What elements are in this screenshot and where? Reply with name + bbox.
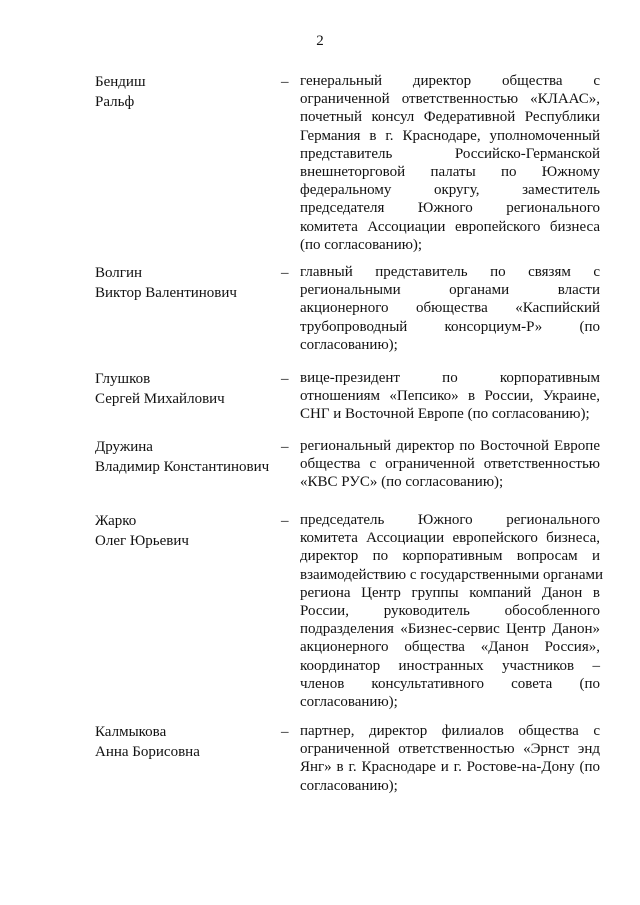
description-line: подразделения «Бизнес-сервис Центр Данон» xyxy=(300,621,600,638)
description-line: председатель Южного регионального xyxy=(300,512,600,528)
position-description xyxy=(300,511,603,711)
dash-separator: – xyxy=(281,74,289,90)
description-line: согласованию); xyxy=(300,693,398,710)
description-line: взаимодействию с государственными органами xyxy=(300,566,603,583)
person-given-name: Виктор Валентинович xyxy=(95,285,237,301)
page-number: 2 xyxy=(316,33,324,49)
description-line: федеральному округу, заместитель xyxy=(300,182,600,199)
person-surname: Жарко xyxy=(95,513,137,529)
person-name xyxy=(95,263,280,303)
dash-separator: – xyxy=(281,371,289,387)
person-name xyxy=(95,369,280,409)
description-line: согласованию); xyxy=(300,777,398,794)
description-line: вице-президент по корпоративным xyxy=(300,370,600,386)
person-given-name: Ральф xyxy=(95,94,135,110)
description-line: (по согласованию); xyxy=(300,236,423,253)
person-surname: Дружина xyxy=(95,439,153,455)
description-line: партнер, директор филиалов общества с xyxy=(300,723,600,739)
person-name xyxy=(95,722,280,762)
person-surname: Калмыкова xyxy=(95,724,167,740)
dash-separator: – xyxy=(281,265,289,281)
description-line: акционерного общества «Данон Россия», xyxy=(300,639,600,656)
description-line: региональный директор по Восточной Европе xyxy=(300,438,600,454)
description-line: региона Центр группы компаний Данон в xyxy=(300,584,600,601)
description-line: главный представитель по связям с xyxy=(300,264,600,280)
description-line: председателя Южного регионального xyxy=(300,200,600,217)
position-description xyxy=(300,72,600,254)
description-line: комитета Ассоциации европейского бизнеса xyxy=(300,218,600,235)
description-line: региональными органами власти xyxy=(300,282,600,299)
description-line: представитель Российско-Германской xyxy=(300,145,600,162)
description-line: комитета Ассоциации европейского бизнеса, xyxy=(300,530,600,547)
position-description xyxy=(300,437,600,492)
description-line: координатор иностранных участников – xyxy=(300,657,600,674)
description-line: Янг» в г. Краснодаре и г. Ростове-на-Дону (по xyxy=(300,759,600,776)
description-line: отношениям «Пепсико» в России, Украине, xyxy=(300,388,600,405)
description-line: Германия в г. Краснодаре, уполномоченный xyxy=(300,127,600,144)
dash-separator: – xyxy=(281,724,289,740)
description-line: директор по корпоративным вопросам и xyxy=(300,548,600,565)
dash-separator: – xyxy=(281,513,289,529)
description-line: «КВС РУС» (по согласованию); xyxy=(300,474,504,491)
description-line: России, руководитель обособленного xyxy=(300,602,600,619)
dash-separator: – xyxy=(281,439,289,455)
person-given-name: Олег Юрьевич xyxy=(95,533,189,549)
person-given-name: Владимир Константинович xyxy=(95,459,270,475)
description-line: ограниченной ответственностью «Эрнст энд xyxy=(300,741,600,758)
person-name xyxy=(95,511,280,551)
position-description xyxy=(300,722,600,795)
description-line: акционерного обющества «Каспийский xyxy=(300,300,600,317)
description-line: трубопроводный консорциум-Р» (по xyxy=(300,318,600,335)
person-surname: Бендиш xyxy=(95,74,146,90)
description-line: общества с ограниченной ответственностью xyxy=(300,456,600,473)
description-line: почетный консул Федеративной Республики xyxy=(300,109,600,126)
person-name xyxy=(95,437,280,477)
position-description xyxy=(300,263,600,354)
person-surname: Глушков xyxy=(95,371,151,387)
position-description xyxy=(300,369,600,424)
person-surname: Волгин xyxy=(95,265,142,281)
description-line: членов консультативного совета (по xyxy=(300,675,600,692)
person-name xyxy=(95,72,280,112)
description-line: СНГ и Восточной Европе (по согласованию); xyxy=(300,406,590,423)
description-line: ограниченной ответственностью «КЛААС», xyxy=(300,91,600,108)
description-line: внешнеторговой палаты по Южному xyxy=(300,163,600,180)
person-given-name: Сергей Михайлович xyxy=(95,391,225,407)
description-line: генеральный директор общества с xyxy=(300,73,600,89)
person-given-name: Анна Борисовна xyxy=(95,744,200,760)
description-line: согласованию); xyxy=(300,336,398,353)
